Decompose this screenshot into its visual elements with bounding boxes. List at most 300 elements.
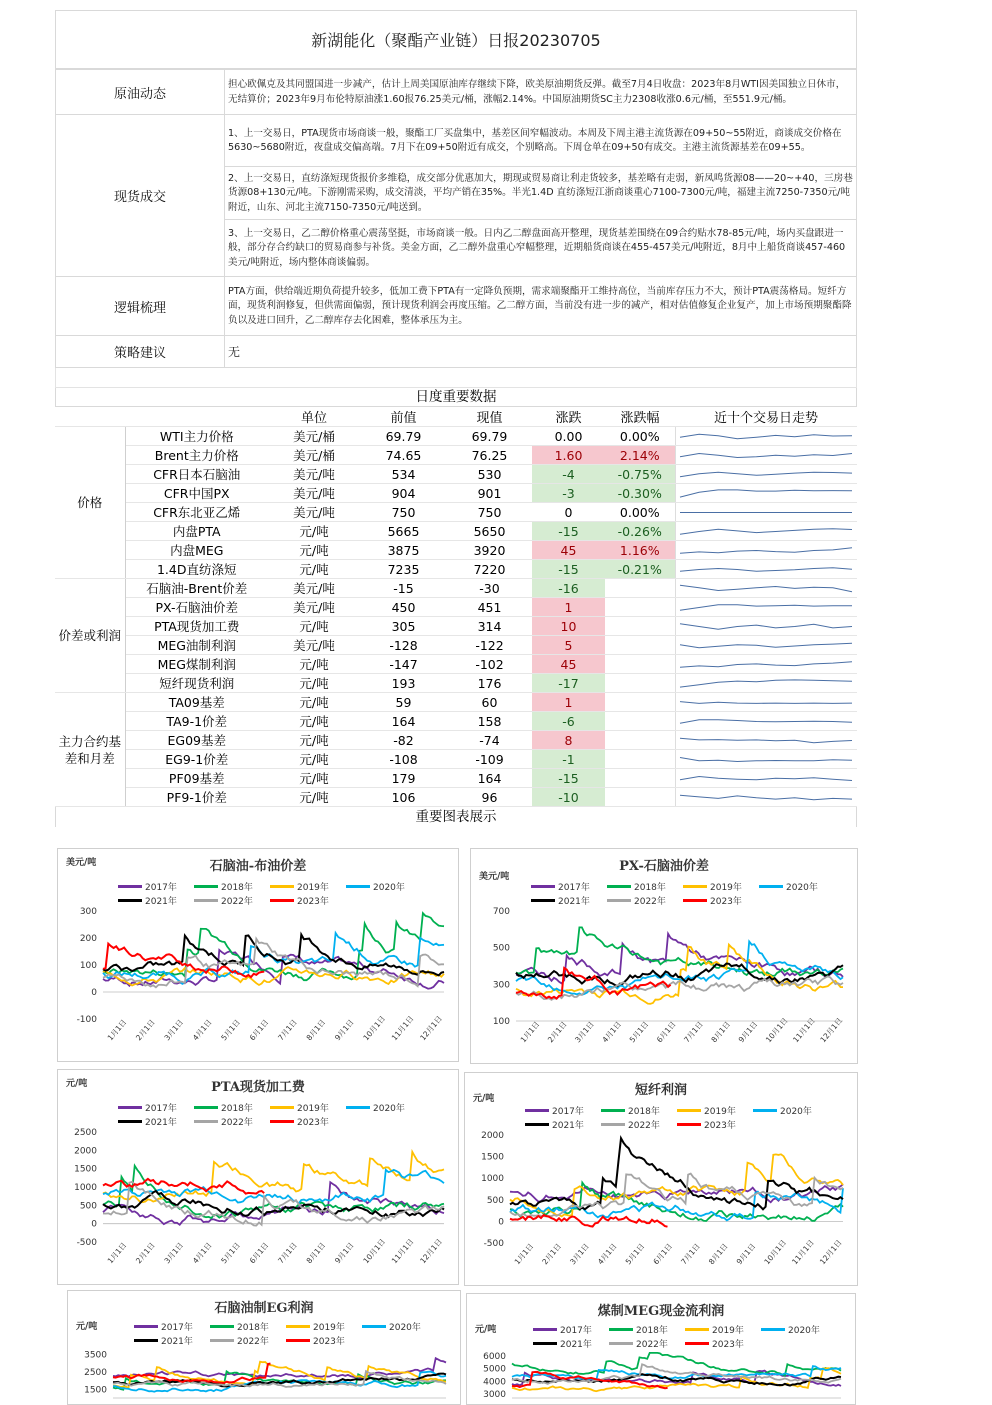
item-cur: 750 <box>447 503 532 522</box>
header-trend: 近十个交易日走势 <box>675 407 857 427</box>
sparkline-line <box>680 623 852 629</box>
x-tick-label: 11月1日 <box>790 1238 816 1267</box>
item-pct: 2.14% <box>605 446 675 465</box>
x-tick-label: 2月1日 <box>134 1240 157 1266</box>
y-tick-label: 1000 <box>74 1183 97 1193</box>
sparkline-line <box>680 795 852 799</box>
daily-data-title: 日度重要数据 <box>55 388 857 407</box>
item-pct: -0.75% <box>605 465 675 484</box>
y-tick-label: 0 <box>91 988 97 998</box>
item-unit: 美元/桶 <box>268 446 360 465</box>
table-row <box>55 484 857 503</box>
item-cur: 164 <box>447 769 532 788</box>
y-tick-label: 2000 <box>74 1146 97 1157</box>
item-chg: 1 <box>532 598 605 617</box>
item-name: CFR中国PX <box>125 484 268 503</box>
table-row <box>55 465 857 484</box>
item-prev: 106 <box>360 788 447 807</box>
y-tick-label: 1500 <box>84 1385 107 1396</box>
item-unit: 元/吨 <box>268 522 360 541</box>
legend-label: 2020年 <box>788 1325 820 1336</box>
item-cur: 314 <box>447 617 532 636</box>
item-prev: 7235 <box>360 560 447 579</box>
chart-title: 煤制MEG现金流利润 <box>597 1304 725 1319</box>
group-label: 价差或利润 <box>55 579 125 693</box>
table-row <box>55 427 857 446</box>
table-row <box>55 617 857 636</box>
item-pct <box>605 712 675 731</box>
x-tick-label: 5月1日 <box>627 1019 651 1045</box>
legend-label: 2017年 <box>552 1106 584 1117</box>
item-chg: 5 <box>532 636 605 655</box>
item-unit: 美元/吨 <box>268 503 360 522</box>
legend-label: 2021年 <box>145 1117 177 1128</box>
chart-title: 石脑油-布油价差 <box>209 859 307 874</box>
legend-label: 2018年 <box>221 1103 253 1114</box>
x-tick-label: 12月1日 <box>418 1237 444 1266</box>
trend-sparkline <box>675 769 857 788</box>
item-pct: -0.26% <box>605 522 675 541</box>
item-name: 1.4D直纺涤短 <box>125 560 268 579</box>
item-name: TA09基差 <box>125 693 268 712</box>
item-prev: 750 <box>360 503 447 522</box>
section-label-crude: 原油动态 <box>56 70 225 115</box>
legend-label: 2018年 <box>221 882 253 893</box>
item-unit: 美元/吨 <box>268 484 360 503</box>
legend-label: 2023年 <box>704 1120 736 1131</box>
trend-sparkline <box>675 788 857 807</box>
legend-label: 2017年 <box>558 882 590 893</box>
trend-sparkline <box>675 465 857 484</box>
chart-unit: 元/吨 <box>475 1325 497 1335</box>
legend-label: 2020年 <box>786 882 818 893</box>
x-tick-label: 6月1日 <box>247 1240 271 1266</box>
legend-label: 2022年 <box>221 1117 253 1128</box>
item-unit: 元/吨 <box>268 693 360 712</box>
table-row <box>55 636 857 655</box>
x-tick-label: 1月1日 <box>105 1240 129 1266</box>
table-row <box>55 769 857 788</box>
x-tick-label: 8月1日 <box>304 1240 328 1266</box>
legend-label: 2017年 <box>145 1103 177 1114</box>
y-tick-label: -500 <box>76 1238 97 1248</box>
item-name: PF9-1价差 <box>125 788 268 807</box>
trend-sparkline <box>675 693 857 712</box>
sparkline-line <box>680 643 852 648</box>
section-text-strategy: 无 <box>225 336 857 368</box>
y-tick-label: 6000 <box>483 1351 506 1362</box>
sparkline-line <box>680 453 852 457</box>
y-tick-label: 5000 <box>483 1364 506 1375</box>
x-tick-label: 2月1日 <box>545 1019 569 1045</box>
chart-unit: 美元/吨 <box>479 872 510 882</box>
chart-title: PX-石脑油价差 <box>619 859 709 874</box>
y-tick-label: 0 <box>91 1219 97 1230</box>
item-prev: -128 <box>360 636 447 655</box>
y-tick-label: 1500 <box>481 1152 504 1163</box>
item-pct <box>605 674 675 693</box>
x-tick-label: 12月1日 <box>418 1014 444 1043</box>
x-tick-label: 7月1日 <box>679 1241 702 1267</box>
item-name: 短纤现货利润 <box>125 674 268 693</box>
item-name: TA9-1价差 <box>125 712 268 731</box>
trend-sparkline <box>675 522 857 541</box>
section-label-logic: 逻辑梳理 <box>56 277 225 336</box>
item-pct: 0.00% <box>605 427 675 446</box>
item-chg: -16 <box>532 579 605 598</box>
item-chg: -6 <box>532 712 605 731</box>
item-unit: 元/吨 <box>268 541 360 560</box>
item-cur: 5650 <box>447 522 532 541</box>
report-title: 新湖能化（聚酯产业链）日报20230705 <box>55 10 857 69</box>
y-tick-label: -500 <box>483 1239 504 1249</box>
item-chg: 8 <box>532 731 605 750</box>
x-tick-label: 9月1日 <box>736 1019 760 1045</box>
item-prev: -108 <box>360 750 447 769</box>
x-tick-label: 1月1日 <box>518 1019 542 1045</box>
legend-label: 2022年 <box>634 896 666 907</box>
legend-label: 2020年 <box>373 882 405 893</box>
item-pct <box>605 579 675 598</box>
report-sheet <box>55 10 857 827</box>
item-name: 内盘PTA <box>125 522 268 541</box>
item-prev: 59 <box>360 693 447 712</box>
y-tick-label: 200 <box>79 934 97 944</box>
x-tick-label: 4月1日 <box>595 1241 619 1267</box>
item-unit: 元/吨 <box>268 674 360 693</box>
x-tick-label: 8月1日 <box>304 1017 328 1043</box>
x-tick-label: 9月1日 <box>734 1241 758 1267</box>
section-text-spot-2: 2、上一交易日，直纺涤短现货报价多维稳，成交部分优惠加大，期现或贸易商让利走货较多，基差略有走弱，新凤鸣货源08——20~+40，三房巷货源08+130元/吨。下游刚需采购，成交清淡，平均产销在35%。半光1.4D 直纺涤短江浙商谈重心7100-7300元/吨，福建主流7250-7350元/吨附近，山东、河北主流7150-7350元/吨送到。 <box>225 167 857 220</box>
legend-label: 2020年 <box>373 1103 405 1114</box>
x-tick-label: 7月1日 <box>682 1019 705 1045</box>
item-cur: 60 <box>447 693 532 712</box>
item-unit: 元/吨 <box>268 712 360 731</box>
y-tick-label: 3000 <box>483 1390 506 1401</box>
daily-data-table <box>55 407 857 807</box>
item-pct: -0.21% <box>605 560 675 579</box>
x-tick-label: 3月1日 <box>568 1241 591 1267</box>
chart-unit: 元/吨 <box>473 1094 495 1104</box>
series-line-2018 <box>103 913 444 980</box>
sparkline-line <box>680 679 852 686</box>
y-tick-label: 500 <box>79 1201 97 1212</box>
item-chg: 10 <box>532 617 605 636</box>
table-row <box>55 598 857 617</box>
section-label-strategy: 策略建议 <box>56 336 225 368</box>
item-pct <box>605 655 675 674</box>
chart-plot <box>68 1291 460 1404</box>
y-tick-label: 1000 <box>481 1174 504 1185</box>
sparkline-line <box>680 661 852 667</box>
chart-unit: 元/吨 <box>76 1322 98 1332</box>
legend-label: 2019年 <box>710 882 742 893</box>
item-prev: 193 <box>360 674 447 693</box>
chart-plot <box>465 1073 857 1285</box>
x-tick-label: 5月1日 <box>623 1241 647 1267</box>
item-unit: 元/吨 <box>268 750 360 769</box>
item-pct <box>605 598 675 617</box>
series-line-2019 <box>103 1152 444 1202</box>
item-chg: 45 <box>532 655 605 674</box>
group-label: 价格 <box>55 427 125 579</box>
x-tick-label: 5月1日 <box>219 1240 242 1266</box>
legend-label: 2019年 <box>297 1103 329 1114</box>
y-tick-label: 1500 <box>74 1164 97 1175</box>
trend-sparkline <box>675 712 857 731</box>
group-label: 主力合约基差和月差 <box>55 693 125 807</box>
item-prev: 164 <box>360 712 447 731</box>
y-tick-label: 4000 <box>483 1377 506 1388</box>
series-line-2023 <box>510 1215 668 1227</box>
item-cur: -74 <box>447 731 532 750</box>
chart-c4 <box>464 1072 858 1286</box>
item-name: EG09基差 <box>125 731 268 750</box>
legend-label: 2022年 <box>237 1336 269 1347</box>
trend-sparkline <box>675 674 857 693</box>
item-chg: 45 <box>532 541 605 560</box>
item-pct <box>605 788 675 807</box>
item-name: CFR日本石脑油 <box>125 465 268 484</box>
item-cur: 96 <box>447 788 532 807</box>
item-prev: 74.65 <box>360 446 447 465</box>
x-tick-label: 5月1日 <box>219 1017 242 1043</box>
item-prev: 305 <box>360 617 447 636</box>
header-unit: 单位 <box>268 407 360 427</box>
table-row <box>55 674 857 693</box>
spacer-row <box>55 368 857 388</box>
x-tick-label: 6月1日 <box>247 1017 271 1043</box>
x-tick-label: 2月1日 <box>540 1241 564 1267</box>
item-chg: -17 <box>532 674 605 693</box>
legend-label: 2022年 <box>628 1120 660 1131</box>
chart-title: 短纤利润 <box>634 1083 687 1098</box>
table-row <box>55 731 857 750</box>
item-prev: 5665 <box>360 522 447 541</box>
item-cur: -109 <box>447 750 532 769</box>
item-prev: 904 <box>360 484 447 503</box>
x-tick-label: 6月1日 <box>651 1241 675 1267</box>
x-tick-label: 10月1日 <box>361 1237 388 1266</box>
legend-label: 2021年 <box>560 1339 592 1350</box>
sparkline-line <box>680 528 852 534</box>
item-name: 内盘MEG <box>125 541 268 560</box>
sparkline-line <box>680 567 852 570</box>
item-name: WTI主力价格 <box>125 427 268 446</box>
chart-c2 <box>470 848 858 1064</box>
item-prev: -15 <box>360 579 447 598</box>
table-row <box>55 446 857 465</box>
section-text-spot-3: 3、上一交易日，乙二醇价格重心震荡坚挺，市场商谈一般。日内乙二醇盘面高开整理，现货基差围绕在09合约贴水78-85元/吨，场内买盘跟进一般，部分存合约缺口的贸易商参与补货。美金方面，乙二醇外盘重心窄幅整理，近期船货商谈在455-457美元/吨附近，8月中上船货商谈457-460美元/吨附近，场内整体商谈偏弱。 <box>225 220 857 277</box>
legend-label: 2017年 <box>145 882 177 893</box>
section-text-logic: PTA方面，供给端近期负荷提升较多，低加工费下PTA有一定降负预期，需求端聚酯开工维持高位，当前库存压力不大，预计PTA震荡格局。短纤方面，现货利润修复，但供需面偏弱，预计现货利润会再度压缩。乙二醇方面，当前没有进一步的减产，相对估值修复企业复产，加上市场预期聚酯降负以及进口回升，乙二醇库存去化困难，整体承压为主。 <box>225 277 857 336</box>
item-unit: 美元/桶 <box>268 427 360 446</box>
summary-table <box>55 69 857 368</box>
item-pct <box>605 617 675 636</box>
trend-sparkline <box>675 427 857 446</box>
item-prev: 450 <box>360 598 447 617</box>
item-unit: 元/吨 <box>268 731 360 750</box>
item-unit: 美元/吨 <box>268 579 360 598</box>
trend-sparkline <box>675 541 857 560</box>
item-prev: 534 <box>360 465 447 484</box>
item-name: EG9-1价差 <box>125 750 268 769</box>
item-name: MEG油制利润 <box>125 636 268 655</box>
sparkline-line <box>680 489 852 496</box>
legend-label: 2023年 <box>297 896 329 907</box>
legend-label: 2021年 <box>558 896 590 907</box>
item-cur: 7220 <box>447 560 532 579</box>
item-cur: 76.25 <box>447 446 532 465</box>
legend-label: 2018年 <box>237 1322 269 1333</box>
trend-sparkline <box>675 579 857 598</box>
trend-sparkline <box>675 503 857 522</box>
legend-label: 2023年 <box>710 896 742 907</box>
chart-title: 石脑油制EG利润 <box>214 1301 314 1316</box>
legend-label: 2021年 <box>145 896 177 907</box>
x-tick-label: 9月1日 <box>332 1017 356 1043</box>
item-name: PX-石脑油价差 <box>125 598 268 617</box>
sparkline-line <box>680 585 852 592</box>
chart-plot <box>471 849 857 1063</box>
section-label-spot: 现货成交 <box>56 115 225 277</box>
item-unit: 元/吨 <box>268 560 360 579</box>
item-unit: 美元/吨 <box>268 598 360 617</box>
y-tick-label: 700 <box>492 907 510 917</box>
legend-label: 2017年 <box>560 1325 592 1336</box>
item-prev: 179 <box>360 769 447 788</box>
y-tick-label: 2500 <box>74 1128 97 1138</box>
trend-sparkline <box>675 750 857 769</box>
table-row <box>55 560 857 579</box>
table-row <box>55 541 857 560</box>
item-cur: 158 <box>447 712 532 731</box>
chart-plot <box>58 1070 458 1284</box>
header-chg: 涨跌 <box>532 407 605 427</box>
item-unit: 元/吨 <box>268 769 360 788</box>
item-cur: 69.79 <box>447 427 532 446</box>
y-tick-label: 100 <box>79 961 97 971</box>
item-pct: 1.16% <box>605 541 675 560</box>
legend-label: 2023年 <box>297 1117 329 1128</box>
legend-label: 2022年 <box>636 1339 668 1350</box>
item-cur: -30 <box>447 579 532 598</box>
x-tick-label: 6月1日 <box>654 1019 678 1045</box>
header-prev: 前值 <box>360 407 447 427</box>
item-chg: 1.60 <box>532 446 605 465</box>
item-pct <box>605 693 675 712</box>
trend-sparkline <box>675 636 857 655</box>
section-text-crude: 担心欧佩克及其同盟国进一步减产，估计上周美国原油库存继续下降，欧美原油期货反弹。截至7月4日收盘：2023年8月WTI因美国独立日休市，无结算价；2023年9月布伦特原油涨1.60报76.25美元/桶，涨幅2.14%。中国原油期货SC主力2308收涨0.6元/桶，至551.9元/桶。 <box>225 70 857 115</box>
item-cur: 530 <box>447 465 532 484</box>
legend-label: 2017年 <box>161 1322 193 1333</box>
y-tick-label: 0 <box>498 1217 504 1228</box>
x-tick-label: 11月1日 <box>389 1237 416 1266</box>
item-cur: -102 <box>447 655 532 674</box>
x-tick-label: 3月1日 <box>573 1019 596 1045</box>
legend-label: 2019年 <box>704 1106 736 1117</box>
chart-c3 <box>57 1069 459 1285</box>
y-tick-label: 500 <box>486 1195 504 1206</box>
sparkline-line <box>680 472 852 477</box>
x-tick-label: 4月1日 <box>190 1240 214 1266</box>
y-tick-label: 3500 <box>84 1350 107 1361</box>
section-text-spot-1: 1、上一交易日，PTA现货市场商谈一般，聚酯工厂买盘集中，基差区间窄幅波动。本周及下周主港主流货源在09+50~55附近，商谈成交价格在5630~5680附近，夜盘成交偏高端。7月下在09+50附近有成交，个别略高。下周仓单在09+50有成交。主港主流货源基差在09+55。 <box>225 115 857 167</box>
legend-label: 2018年 <box>636 1325 668 1336</box>
trend-sparkline <box>675 446 857 465</box>
legend-label: 2020年 <box>389 1322 421 1333</box>
y-tick-label: 100 <box>492 1017 510 1027</box>
legend-label: 2021年 <box>552 1120 584 1131</box>
item-unit: 元/吨 <box>268 788 360 807</box>
item-name: Brent主力价格 <box>125 446 268 465</box>
trend-sparkline <box>675 484 857 503</box>
item-chg: -15 <box>532 769 605 788</box>
y-tick-label: 300 <box>79 907 97 917</box>
item-chg: -15 <box>532 560 605 579</box>
item-chg: -1 <box>532 750 605 769</box>
item-cur: 901 <box>447 484 532 503</box>
item-name: CFR东北亚乙烯 <box>125 503 268 522</box>
legend-label: 2019年 <box>313 1322 345 1333</box>
item-pct: -0.30% <box>605 484 675 503</box>
legend-label: 2023年 <box>313 1336 345 1347</box>
x-tick-label: 10月1日 <box>762 1238 789 1267</box>
x-tick-label: 9月1日 <box>332 1240 356 1266</box>
x-tick-label: 4月1日 <box>600 1019 624 1045</box>
y-tick-label: 2500 <box>84 1367 107 1378</box>
y-tick-label: 2000 <box>481 1131 504 1141</box>
item-chg: -10 <box>532 788 605 807</box>
item-pct <box>605 769 675 788</box>
sparkline-line <box>680 719 852 722</box>
item-cur: 176 <box>447 674 532 693</box>
charts-title: 重要图表展示 <box>55 807 857 827</box>
legend-label: 2018年 <box>634 882 666 893</box>
item-name: MEG煤制利润 <box>125 655 268 674</box>
item-pct: 0.00% <box>605 503 675 522</box>
y-tick-label: -100 <box>76 1015 97 1025</box>
legend-label: 2019年 <box>712 1325 744 1336</box>
item-pct <box>605 731 675 750</box>
x-tick-label: 12月1日 <box>817 1238 844 1267</box>
item-chg: -4 <box>532 465 605 484</box>
legend-label: 2018年 <box>628 1106 660 1117</box>
item-name: PTA现货加工费 <box>125 617 268 636</box>
x-tick-label: 3月1日 <box>162 1240 186 1266</box>
x-tick-label: 12月1日 <box>818 1016 845 1045</box>
item-unit: 美元/吨 <box>268 465 360 484</box>
x-tick-label: 4月1日 <box>190 1017 214 1043</box>
item-cur: 451 <box>447 598 532 617</box>
item-prev: 3875 <box>360 541 447 560</box>
chart-c6 <box>466 1293 856 1405</box>
x-tick-label: 10月1日 <box>763 1016 790 1045</box>
item-pct <box>605 636 675 655</box>
trend-sparkline <box>675 560 857 579</box>
x-tick-label: 7月1日 <box>276 1017 299 1043</box>
item-unit: 美元/吨 <box>268 636 360 655</box>
chart-title: PTA现货加工费 <box>211 1080 305 1095</box>
item-name: PF09基差 <box>125 769 268 788</box>
trend-sparkline <box>675 731 857 750</box>
table-row <box>55 693 857 712</box>
sparkline-line <box>680 701 852 703</box>
item-prev: 69.79 <box>360 427 447 446</box>
x-tick-label: 1月1日 <box>512 1241 536 1267</box>
item-chg: -3 <box>532 484 605 503</box>
chart-unit: 元/吨 <box>66 1079 88 1089</box>
